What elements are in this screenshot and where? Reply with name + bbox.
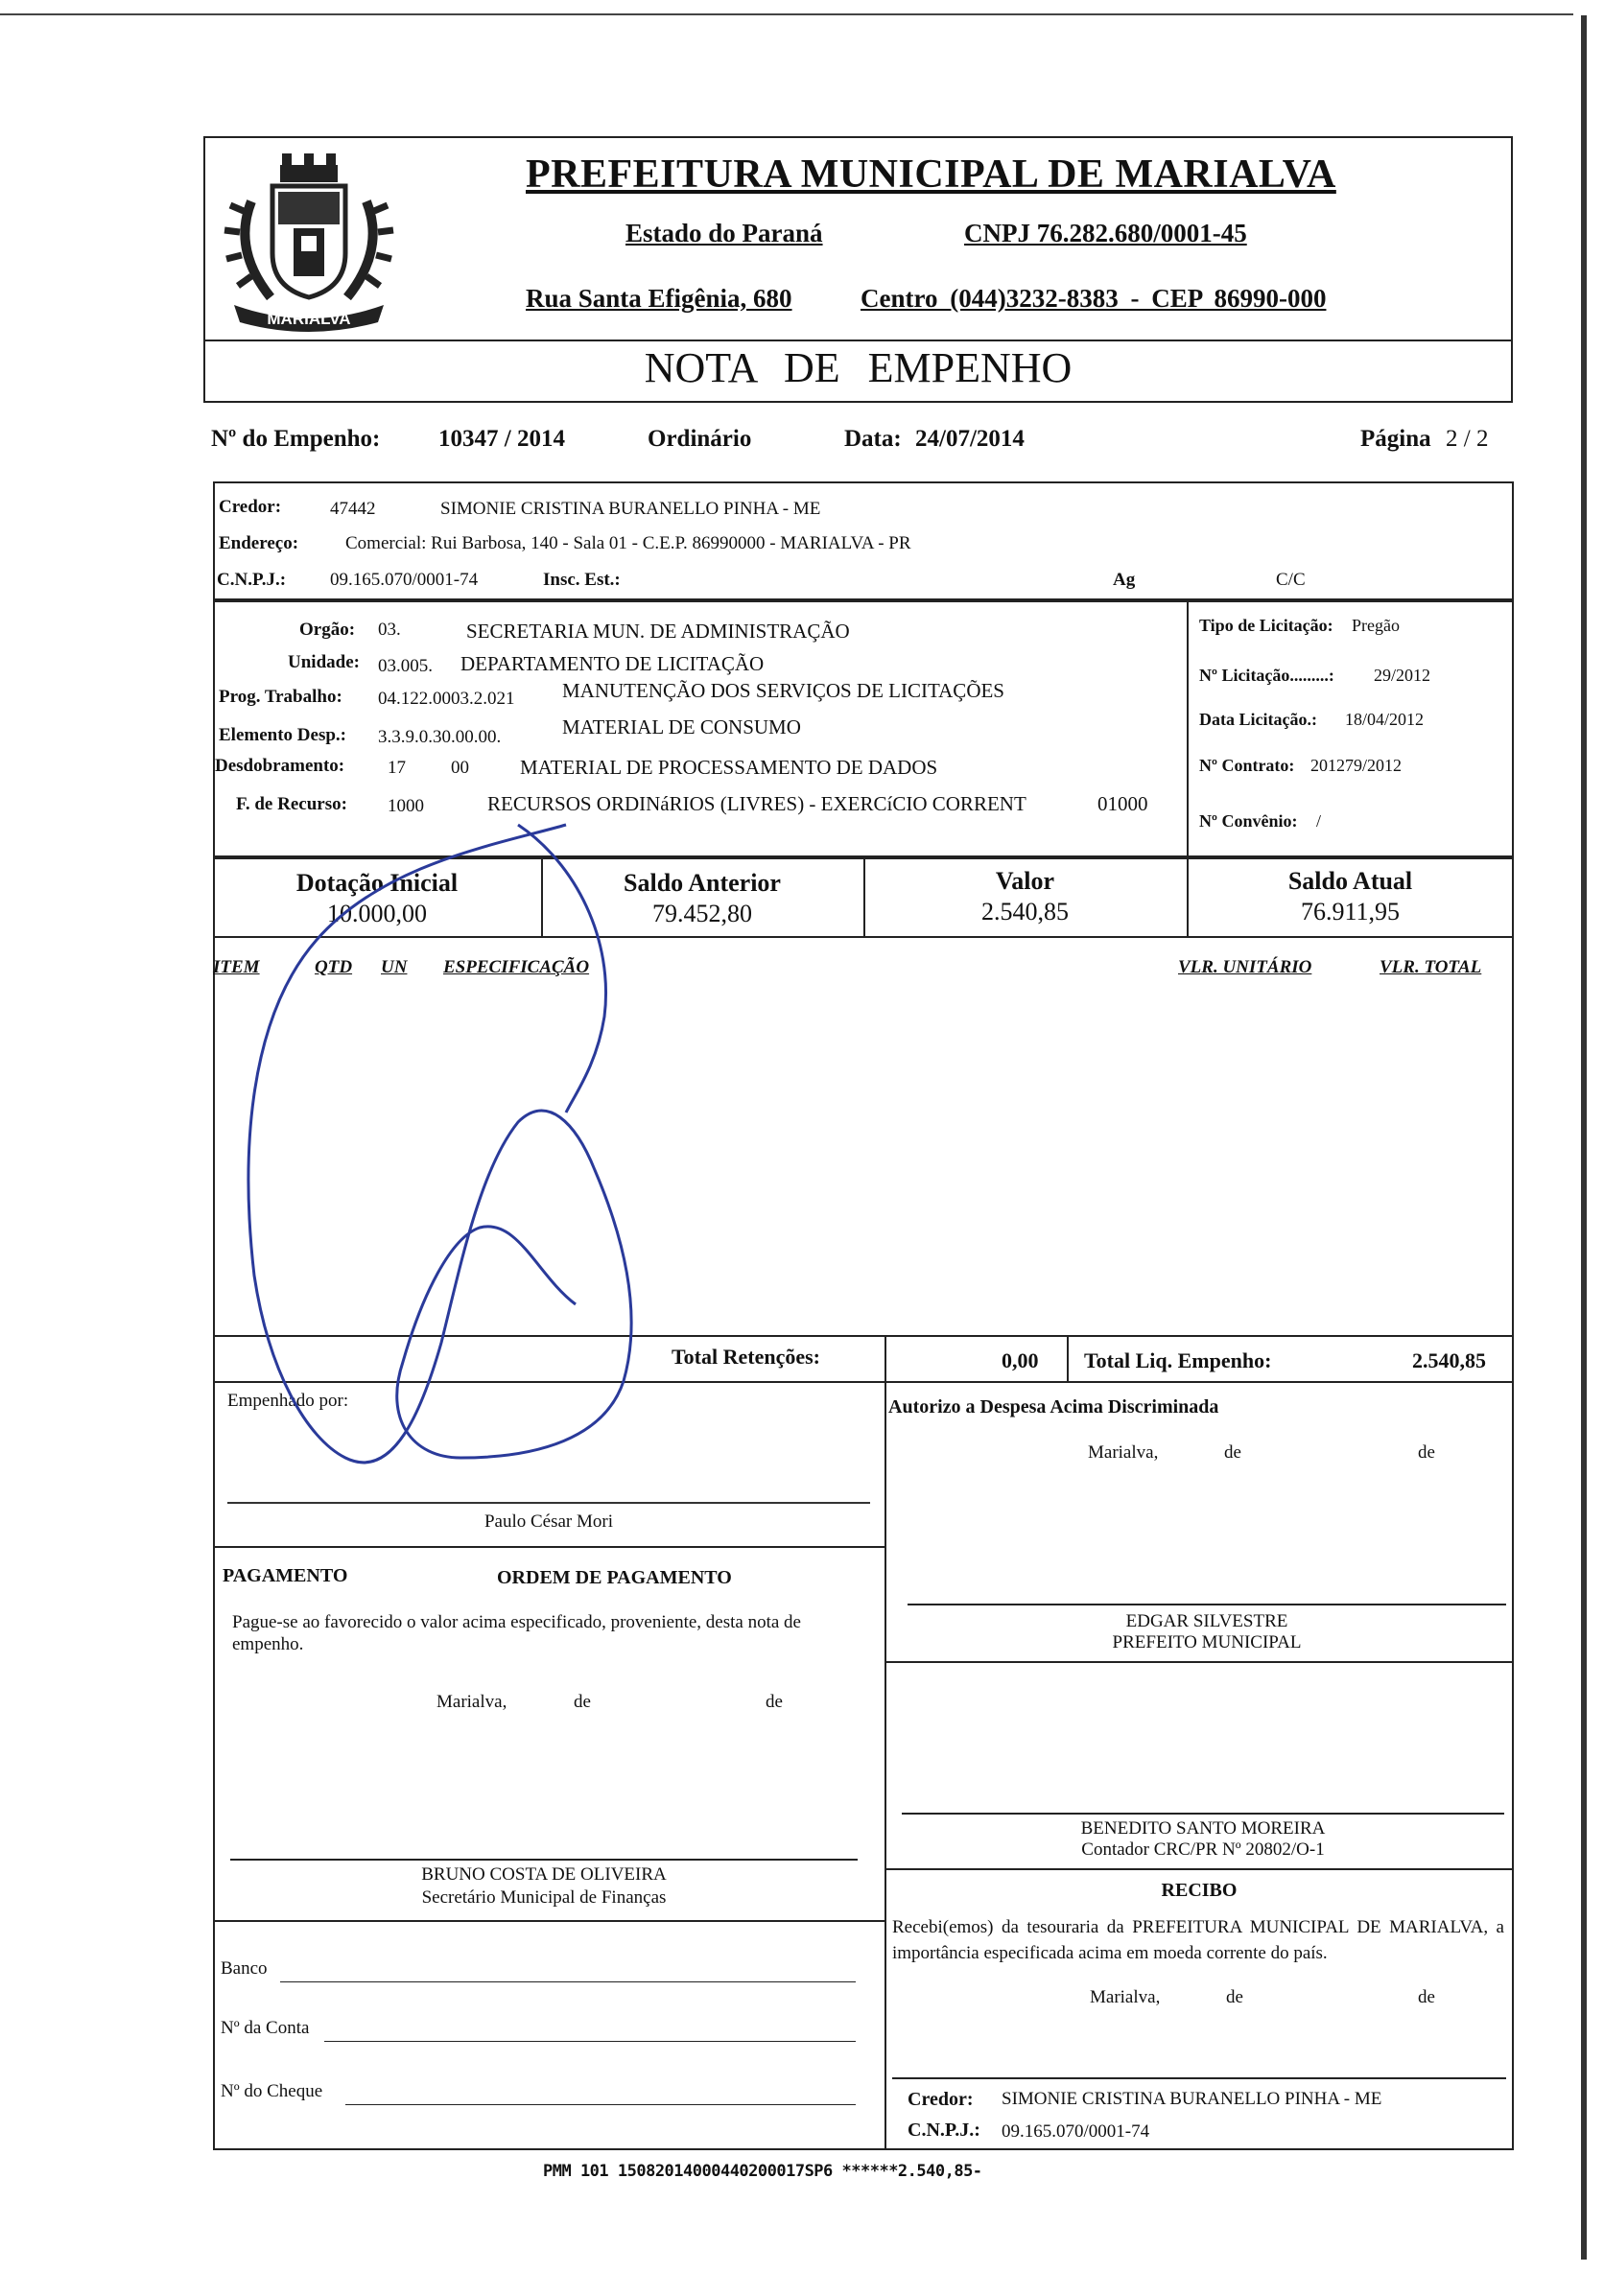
- pagamento-place: Marialva,: [436, 1692, 507, 1712]
- saldo-anterior-value: 79.452,80: [652, 900, 752, 927]
- dotacao-value: 10.000,00: [327, 900, 427, 927]
- recibo-text: Recebi(emos) da tesouraria da PREFEITURA MUNICIPAL DE MARIALVA, a importância especificada acima em moeda corrente do país.: [892, 1917, 1504, 1963]
- retencoes-label: Total Retenções:: [672, 1345, 820, 1369]
- prefeitura-title: PREFEITURA MUNICIPAL DE MARIALVA: [526, 152, 1336, 197]
- totals-bottom-line: [213, 1381, 1514, 1383]
- ag-label: Ag: [1113, 570, 1136, 590]
- unidade-code: 03.005.: [378, 656, 433, 676]
- tipo-licitacao-label: Tipo de Licitação:: [1199, 616, 1333, 635]
- pagamento-top-line: [213, 1546, 885, 1548]
- estado-label: Estado do Paraná: [625, 219, 823, 247]
- contador-sign-line: [902, 1813, 1504, 1815]
- prefeito-name: EDGAR SILVESTRE: [1125, 1611, 1288, 1631]
- saldo-atual-label: Saldo Atual: [1287, 867, 1413, 895]
- liq-empenho-label: Total Liq. Empenho:: [1084, 1348, 1272, 1372]
- secretario-sign-line: [230, 1859, 858, 1861]
- contrato-label: Nº Contrato:: [1199, 756, 1295, 775]
- insc-est-label: Insc. Est.:: [543, 570, 621, 590]
- empenho-number-value: 10347 / 2014: [438, 426, 565, 452]
- contador-role: Contador CRC/PR Nº 20802/O-1: [1081, 1839, 1325, 1860]
- prefeito-bottom-line: [885, 1661, 1514, 1663]
- valor-value: 2.540,85: [981, 898, 1069, 925]
- municipal-crest-icon: [213, 144, 405, 336]
- totals-div-2: [1067, 1335, 1069, 1381]
- recibo-de1: de: [1226, 1987, 1243, 2007]
- banco-label: Banco: [221, 1958, 268, 1979]
- recibo-cnpj-value: 09.165.070/0001-74: [1002, 2121, 1150, 2142]
- tipo-licitacao-value: Pregão: [1352, 616, 1400, 635]
- cnpj-value: 09.165.070/0001-74: [330, 570, 479, 590]
- page-value: 2 / 2: [1446, 426, 1489, 452]
- banco-section-line: [213, 1920, 885, 1922]
- conta-label: Nº da Conta: [221, 2018, 310, 2038]
- empenhado-por-label: Empenhado por:: [227, 1391, 349, 1411]
- fonte-recurso-code: 1000: [388, 796, 424, 816]
- pagamento-text: Pague-se ao favorecido o valor acima especificado, proveniente, desta nota de empenho.: [232, 1612, 801, 1654]
- saldo-atual-value: 76.911,95: [1300, 898, 1401, 925]
- credor-code: 47442: [330, 499, 376, 519]
- prefeito-role: PREFEITO MUNICIPAL: [1112, 1632, 1302, 1652]
- col-vlr-unitario: VLR. UNITÁRIO: [1178, 957, 1312, 977]
- svg-text:MARIALVA: MARIALVA: [267, 310, 351, 328]
- recibo-cnpj-label: C.N.P.J.:: [908, 2120, 980, 2141]
- fonte-recurso-label: F. de Recurso:: [236, 794, 347, 814]
- address-line: Rua Santa Efigênia, 680: [526, 284, 792, 313]
- empenho-number-label: Nº do Empenho:: [211, 426, 381, 452]
- secretario-name: BRUNO COSTA DE OLIVEIRA: [421, 1864, 667, 1885]
- empenho-date-label: Data:: [844, 426, 902, 452]
- empenho-type: Ordinário: [648, 426, 752, 452]
- liq-empenho-value: 2.540,85: [1412, 1348, 1486, 1372]
- totals-top-line: [213, 1335, 1514, 1337]
- scan-edge-line: [0, 13, 1573, 15]
- prog-trabalho-code: 04.122.0003.2.021: [378, 689, 515, 709]
- desdobramento-name: MATERIAL DE PROCESSAMENTO DE DADOS: [520, 756, 938, 779]
- desdobramento-code1: 17: [388, 758, 406, 778]
- col-qtd: QTD: [315, 957, 353, 977]
- orgao-label: Orgão:: [299, 620, 356, 640]
- col-item: ITEM: [213, 957, 260, 977]
- autorizo-de2: de: [1418, 1442, 1435, 1463]
- form-bottom-line: [213, 2148, 1514, 2150]
- scan-edge-right: [1581, 15, 1587, 2260]
- fonte-recurso-code2: 01000: [1097, 792, 1148, 815]
- autorizo-title: Autorizo a Despesa Acima Discriminada: [888, 1396, 1219, 1417]
- data-licitacao-label: Data Licitação.:: [1199, 710, 1317, 729]
- prefeito-sign-line: [908, 1604, 1506, 1605]
- prog-trabalho-label: Prog. Trabalho:: [219, 687, 342, 707]
- pagamento-title: PAGAMENTO: [223, 1565, 348, 1586]
- pagamento-de2: de: [766, 1692, 783, 1712]
- elemento-name: MATERIAL DE CONSUMO: [562, 715, 801, 738]
- orgao-code: 03.: [378, 620, 401, 640]
- empenho-date-value: 24/07/2014: [915, 426, 1025, 452]
- budget-divider: [1187, 600, 1189, 857]
- desdobramento-code2: 00: [451, 758, 469, 778]
- secretario-role: Secretário Municipal de Finanças: [421, 1887, 667, 1908]
- orgao-name: SECRETARIA MUN. DE ADMINISTRAÇÃO: [466, 620, 850, 643]
- page-label: Página: [1360, 426, 1431, 452]
- items-left-border: [213, 938, 215, 2148]
- credor-name: SIMONIE CRISTINA BURANELLO PINHA - ME: [440, 499, 821, 519]
- prog-trabalho-name: MANUTENÇÃO DOS SERVIÇOS DE LICITAÇÕES: [562, 679, 1004, 702]
- num-licitacao-label: Nº Licitação.........:: [1199, 666, 1334, 685]
- empenhado-sign-line: [227, 1502, 870, 1504]
- recibo-credor-label: Credor:: [908, 2089, 974, 2110]
- empenhado-signer: Paulo César Mori: [484, 1511, 614, 1532]
- col-especificacao: ESPECIFICAÇÃO: [443, 957, 590, 977]
- totals-div-1: [885, 1335, 886, 1381]
- cnpj-label: C.N.P.J.:: [217, 570, 287, 590]
- convenio-value: /: [1316, 811, 1322, 831]
- dotacao-label: Dotação Inicial: [295, 869, 459, 897]
- cnpj-header: CNPJ 76.282.680/0001-45: [964, 219, 1247, 247]
- valor-label: Valor: [995, 867, 1055, 895]
- ordem-pagamento-title: ORDEM DE PAGAMENTO: [497, 1567, 732, 1588]
- recibo-de2: de: [1418, 1987, 1435, 2007]
- autorizo-de1: de: [1224, 1442, 1241, 1463]
- unidade-name: DEPARTAMENTO DE LICITAÇÃO: [460, 652, 765, 675]
- credor-label: Credor:: [219, 497, 282, 517]
- contador-bottom-line: [885, 1868, 1514, 1870]
- col-vlr-total: VLR. TOTAL: [1380, 957, 1482, 977]
- cheque-field-line[interactable]: [345, 2104, 856, 2105]
- retencoes-value: 0,00: [1002, 1348, 1039, 1372]
- endereco-label: Endereço:: [219, 533, 299, 553]
- data-licitacao-value: 18/04/2012: [1345, 710, 1425, 729]
- cc-label: C/C: [1276, 570, 1306, 590]
- desdobramento-label: Desdobramento:: [215, 756, 345, 776]
- unidade-label: Unidade:: [288, 652, 360, 672]
- col-un: UN: [381, 957, 408, 977]
- recibo-title: RECIBO: [1161, 1880, 1238, 1901]
- pagamento-de1: de: [574, 1692, 591, 1712]
- footer-code: PMM 101 15082014000440200017SP6 ******2.540,85-: [543, 2162, 982, 2181]
- district-phone-cep: Centro (044)3232-8383 - CEP 86990-000: [861, 284, 1327, 313]
- items-right-border: [1512, 938, 1514, 2148]
- endereco-value: Comercial: Rui Barbosa, 140 - Sala 01 - C.E.P. 86990000 - MARIALVA - PR: [345, 533, 911, 553]
- banco-field-line[interactable]: [280, 1981, 856, 1982]
- document-title: NOTA DE EMPENHO: [644, 344, 1073, 391]
- header-divider: [203, 340, 1513, 341]
- num-licitacao-value: 29/2012: [1374, 666, 1431, 685]
- elemento-label: Elemento Desp.:: [219, 725, 346, 745]
- fonte-recurso-name: RECURSOS ORDINáRIOS (LIVRES) - EXERCíCIO CORRENT: [487, 792, 1026, 815]
- elemento-code: 3.3.9.0.30.00.00.: [378, 727, 502, 747]
- contrato-value: 201279/2012: [1310, 756, 1403, 775]
- cheque-label: Nº do Cheque: [221, 2081, 323, 2101]
- recibo-credor-value: SIMONIE CRISTINA BURANELLO PINHA - ME: [1002, 2089, 1382, 2109]
- convenio-label: Nº Convênio:: [1199, 811, 1298, 831]
- lower-middle-divider: [885, 1381, 886, 2148]
- recibo-place: Marialva,: [1090, 1987, 1161, 2007]
- autorizo-place: Marialva,: [1088, 1442, 1159, 1463]
- saldo-anterior-label: Saldo Anterior: [624, 869, 781, 897]
- conta-field-line[interactable]: [324, 2041, 856, 2042]
- recibo-sign-line: [892, 2077, 1506, 2079]
- contador-name: BENEDITO SANTO MOREIRA: [1080, 1818, 1326, 1839]
